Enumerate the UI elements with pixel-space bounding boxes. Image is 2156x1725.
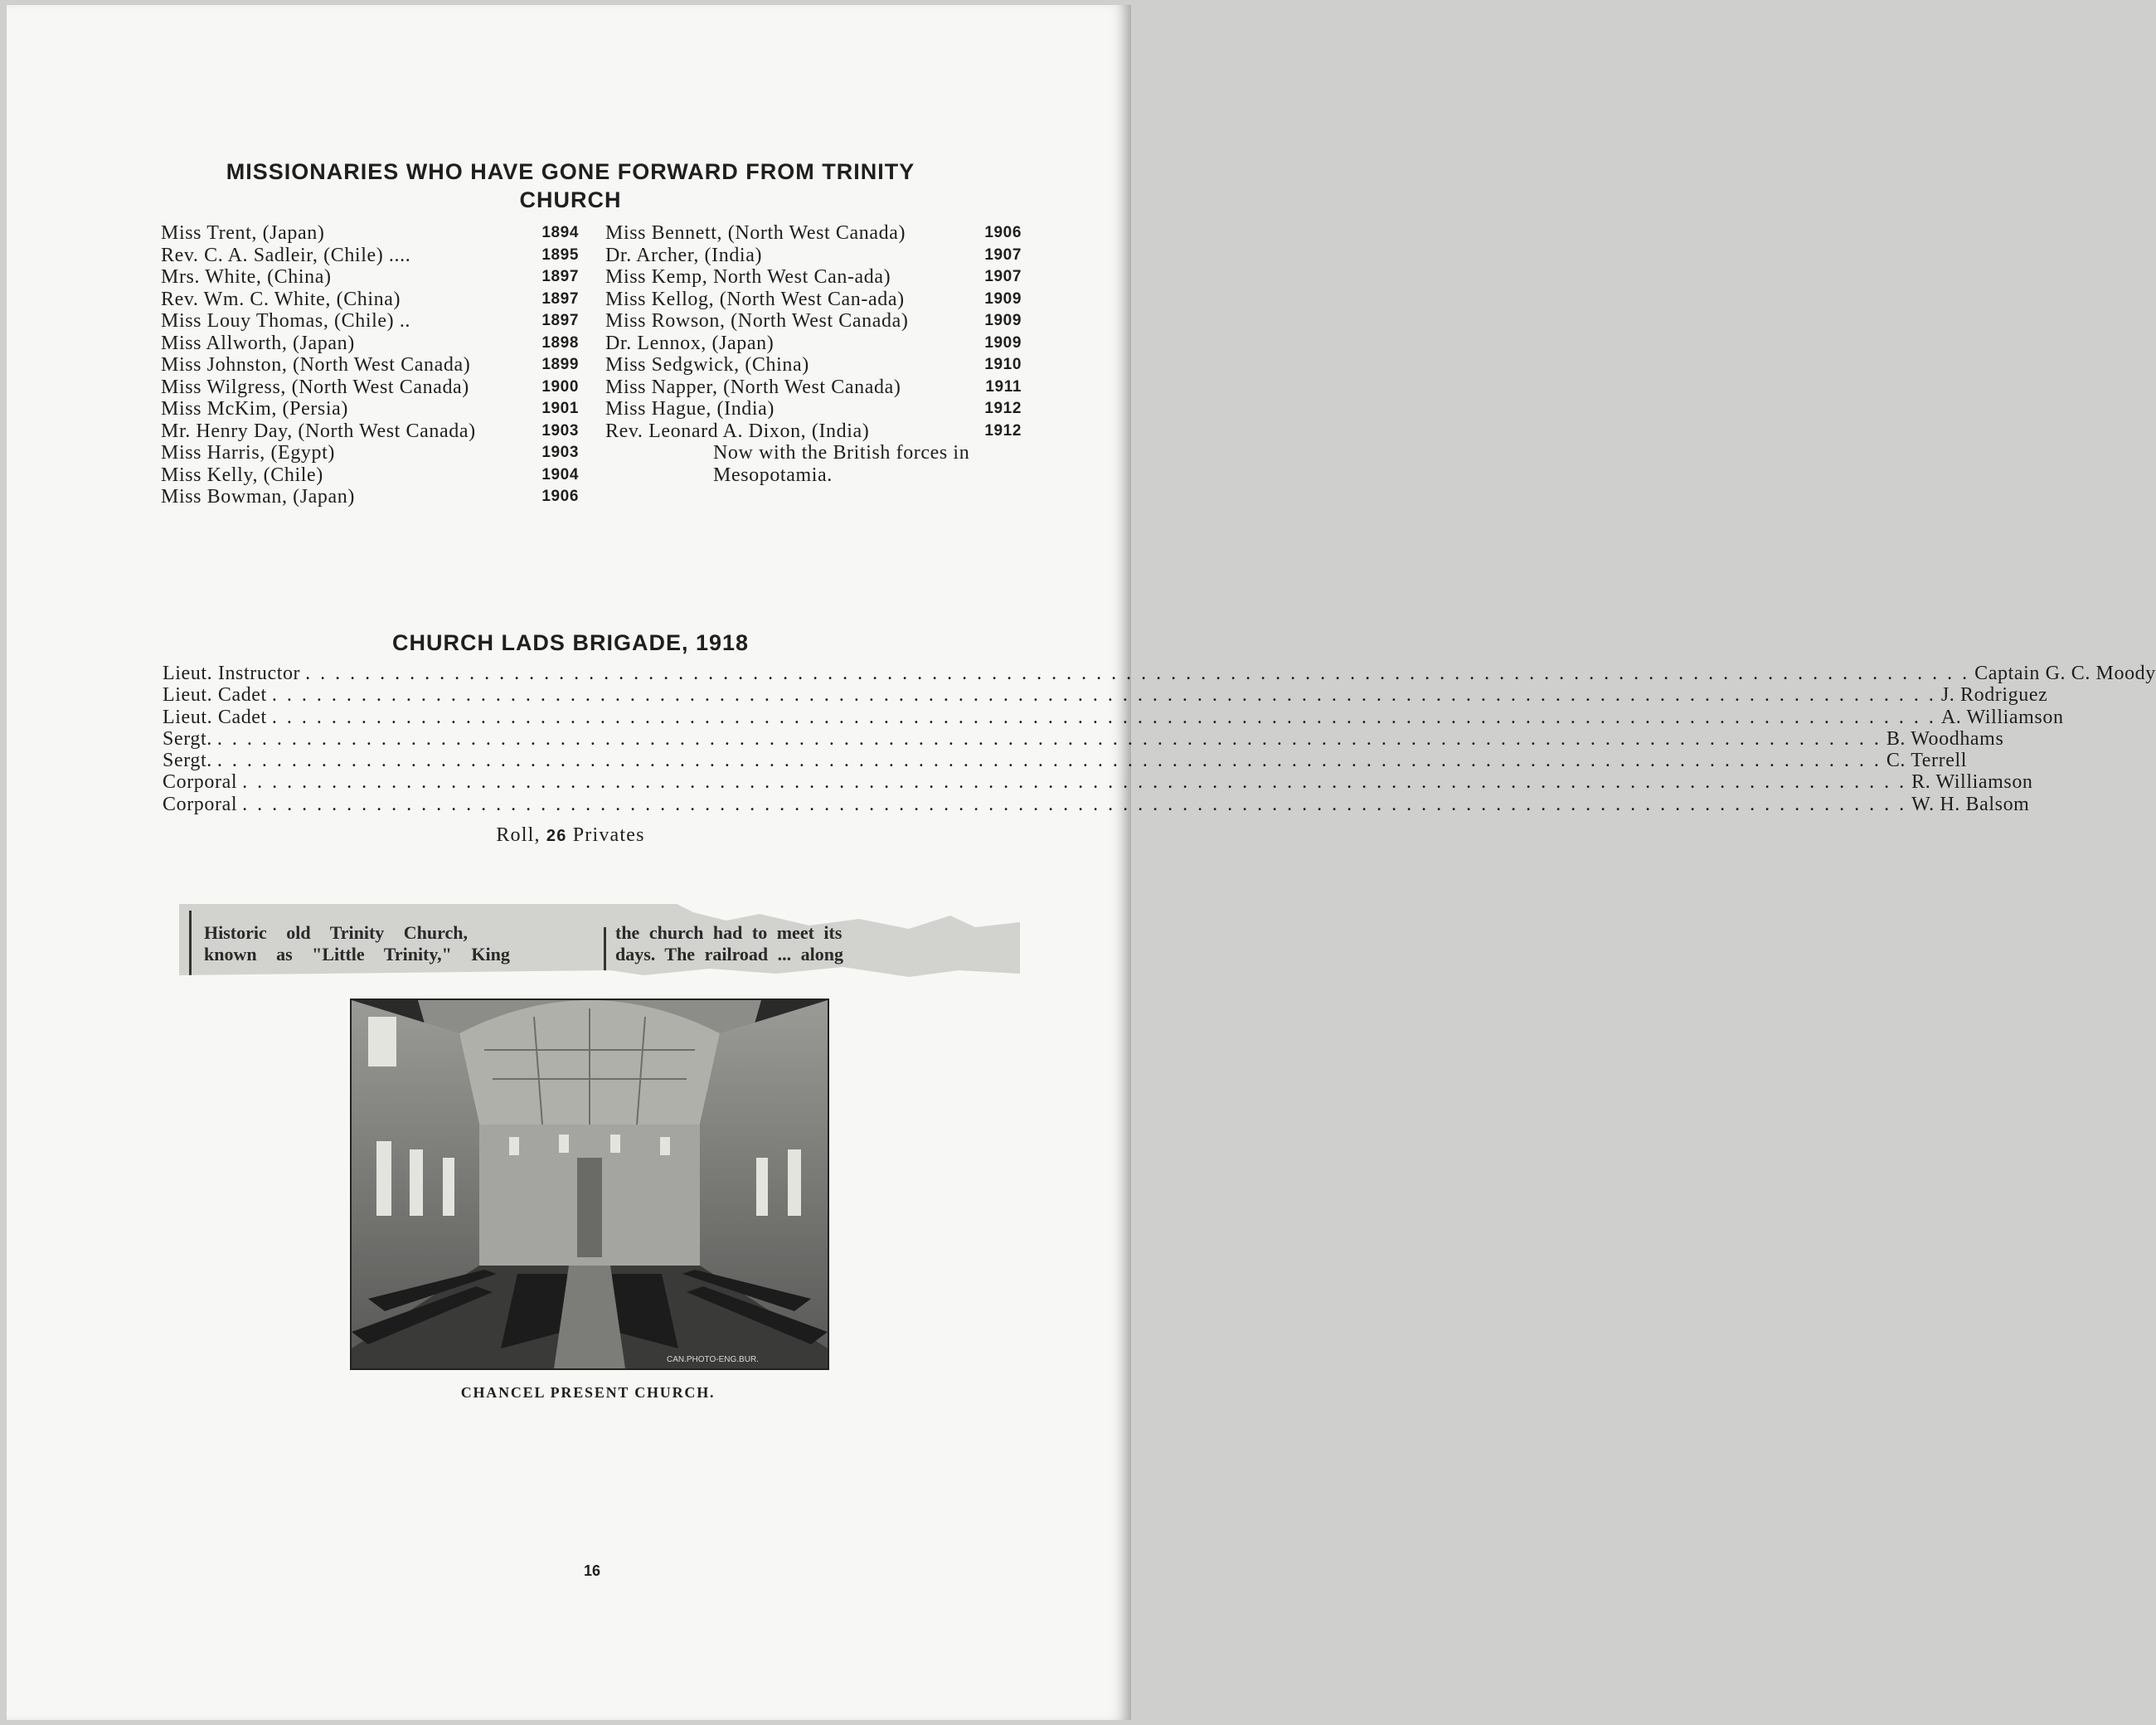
missionary-name: Dr. Archer, (India) <box>605 244 763 266</box>
missionary-year: 1907 <box>984 245 1022 264</box>
brigade-member-name: B. Woodhams <box>1886 727 2004 750</box>
missionary-name: Miss McKim, (Persia) <box>161 398 348 420</box>
brigade-row <box>163 793 2030 815</box>
missionaries-heading <box>156 158 985 214</box>
brigade-member-name: J. Rodriguez <box>1940 684 2048 707</box>
torn-edge-overlay <box>179 904 1020 980</box>
missionary-name: Miss Wilgress, (North West Canada) <box>161 376 469 398</box>
missionary-entry <box>161 377 579 399</box>
chancel-illustration <box>352 1000 828 1368</box>
missionary-year: 1895 <box>541 245 579 264</box>
missionary-name: Dr. Lennox, (Japan) <box>605 332 775 354</box>
missionary-year: 1903 <box>541 421 579 440</box>
brigade-member-name: R. Williamson <box>1911 771 2033 794</box>
missionary-entry <box>605 266 1022 289</box>
missionary-entry <box>161 442 579 464</box>
missionary-year: 1910 <box>984 356 1022 373</box>
missionary-entry <box>605 354 1022 377</box>
missionaries-heading-line2: CHURCH <box>519 187 622 212</box>
dot-leader: . . . . . . . . . . . . . . . . . . . . . . . . . . . . . . . . . . . . . . . . . . . . . . . . . . . . . . . . . . . . . . . . . . . . . . . . . . . . . . . . . . . . . . . . . . . . . . . . . . . . . . . . . . . . . . . . <box>216 750 1882 772</box>
missionary-name: Rev. C. A. Sadleir, (Chile) .... <box>161 244 411 266</box>
missionary-name: Miss Harris, (Egypt) <box>161 442 335 464</box>
missionary-year: 1900 <box>541 377 579 396</box>
missionary-year: 1897 <box>541 289 579 308</box>
brigade-rank: Sergt. <box>163 727 212 750</box>
dot-leader: . . . . . . . . . . . . . . . . . . . . . . . . . . . . . . . . . . . . . . . . . . . . . . . . . . . . . . . . . . . . . . . . . . . . . . . . . . . . . . . . . . . . . . . . . . . . . . . . . . . . . . . . . . . . . . . . <box>242 771 1907 794</box>
brigade-row <box>163 663 2156 684</box>
missionary-year: 1911 <box>985 377 1022 396</box>
missionary-entry <box>161 310 579 333</box>
dot-leader: . . . . . . . . . . . . . . . . . . . . . . . . . . . . . . . . . . . . . . . . . . . . . . . . . . . . . . . . . . . . . . . . . . . . . . . . . . . . . . . . . . . . . . . . . . . . . . . . . . . . . . . . . . . . . . . . <box>271 706 1936 728</box>
dot-leader: . . . . . . . . . . . . . . . . . . . . . . . . . . . . . . . . . . . . . . . . . . . . . . . . . . . . . . . . . . . . . . . . . . . . . . . . . . . . . . . . . . . . . . . . . . . . . . . . . . . . . . . . . . . . . . . . <box>242 793 1907 815</box>
missionary-name: Miss Rowson, (North West Canada) <box>605 310 909 332</box>
missionary-name: Mr. Henry Day, (North West Canada) <box>161 420 476 442</box>
missionaries-heading-line1: MISSIONARIES WHO HAVE GONE FORWARD FROM TRINITY <box>226 159 915 184</box>
missionary-name: Miss Bowman, (Japan) <box>161 486 355 508</box>
missionary-name: Miss Kelly, (Chile) <box>161 464 323 486</box>
document-page <box>7 5 2156 1720</box>
roll-prefix: Roll, <box>496 824 541 846</box>
brigade-row <box>163 706 2064 728</box>
clipping-line1-right: the church had to meet its <box>615 922 842 943</box>
missionary-year: 1894 <box>541 224 579 241</box>
photo-caption: CHANCEL PRESENT CHURCH. <box>460 1384 716 1401</box>
missionary-entry <box>161 289 579 311</box>
missionary-entry <box>605 398 1022 420</box>
missionaries-left-column <box>161 222 579 508</box>
missionary-entry <box>605 245 1022 267</box>
missionary-entry <box>161 333 579 355</box>
brigade-heading: CHURCH LADS BRIGADE, 1918 <box>391 630 750 655</box>
brigade-roster <box>163 663 2156 815</box>
missionary-year: 1907 <box>984 268 1022 285</box>
missionary-year: 1903 <box>541 444 579 461</box>
missionary-year: 1906 <box>984 224 1022 241</box>
missionary-name: Miss Napper, (North West Canada) <box>605 376 901 398</box>
dot-leader: . . . . . . . . . . . . . . . . . . . . . . . . . . . . . . . . . . . . . . . . . . . . . . . . . . . . . . . . . . . . . . . . . . . . . . . . . . . . . . . . . . . . . . . . . . . . . . . . . . . . . . . . . . . . . . . . <box>305 663 1970 684</box>
brigade-rank: Corporal <box>163 793 238 815</box>
brigade-row <box>163 727 2004 750</box>
brigade-rank: Lieut. Instructor <box>163 663 301 684</box>
brigade-member-name: W. H. Balsom <box>1911 793 2030 815</box>
missionary-name: Miss Kemp, North West Can-ada) <box>605 266 891 288</box>
missionary-year: 1906 <box>541 488 579 505</box>
missionary-name: Rev. Leonard A. Dixon, (India) <box>605 420 870 442</box>
missionary-year: 1912 <box>984 421 1022 440</box>
missionary-entry <box>605 377 1022 399</box>
missionary-year: 1904 <box>541 465 579 483</box>
missionary-entry <box>161 245 579 267</box>
photo-credit: CAN.PHOTO-ENG.BUR. <box>667 1355 759 1364</box>
missionary-year: 1909 <box>984 333 1022 352</box>
missionary-entry <box>161 266 579 289</box>
missionary-year: 1897 <box>541 312 579 329</box>
missionary-name: Miss Kellog, (North West Can-ada) <box>605 288 905 310</box>
missionary-entry <box>161 420 579 443</box>
missionary-entry <box>605 222 1022 245</box>
missionary-entry <box>161 222 579 245</box>
missionary-entry <box>161 398 579 420</box>
brigade-rank: Lieut. Cadet <box>163 706 267 728</box>
roll-suffix: Privates <box>572 824 645 846</box>
missionary-entry <box>605 333 1022 355</box>
missionary-year: 1901 <box>541 400 579 417</box>
missionary-entry <box>605 420 1022 443</box>
missionary-year: 1912 <box>984 400 1022 417</box>
brigade-rank: Corporal <box>163 771 238 794</box>
clipping-line2-left: known as "Little Trinity," King <box>204 944 510 965</box>
clipping-line2-right: days. The railroad ... along <box>615 944 844 965</box>
missionaries-right-column <box>605 222 1022 486</box>
missionary-name: Miss Louy Thomas, (Chile) .. <box>161 310 411 332</box>
missionary-name: Miss Trent, (Japan) <box>161 222 325 244</box>
brigade-row <box>163 684 2048 707</box>
missionary-name: Rev. Wm. C. White, (China) <box>161 288 401 310</box>
brigade-rank: Lieut. Cadet <box>163 684 267 707</box>
missionary-year: 1909 <box>984 289 1022 308</box>
missionary-name: Miss Sedgwick, (China) <box>605 354 809 376</box>
page-number: 16 <box>583 1562 601 1579</box>
missionary-name: Miss Hague, (India) <box>605 398 775 420</box>
brigade-member-name: A. Williamson <box>1940 706 2064 728</box>
missionary-entry <box>161 464 579 487</box>
dot-leader: . . . . . . . . . . . . . . . . . . . . . . . . . . . . . . . . . . . . . . . . . . . . . . . . . . . . . . . . . . . . . . . . . . . . . . . . . . . . . . . . . . . . . . . . . . . . . . . . . . . . . . . . . . . . . . . . <box>271 684 1936 707</box>
missionary-year: 1897 <box>541 268 579 285</box>
missionary-name: Miss Allworth, (Japan) <box>161 332 355 354</box>
missionary-note: Now with the British forces in Mesopotamia. <box>713 442 970 486</box>
clipping-line1-left: Historic old Trinity Church, <box>204 922 469 943</box>
missionary-year: 1909 <box>984 312 1022 329</box>
roll-line <box>156 824 985 847</box>
missionary-entry <box>161 354 579 377</box>
roll-number: 26 <box>546 827 567 845</box>
brigade-rank: Sergt. <box>163 750 212 772</box>
missionary-entry <box>161 486 579 508</box>
missionary-year: 1899 <box>541 356 579 373</box>
brigade-row <box>163 750 1968 772</box>
dot-leader: . . . . . . . . . . . . . . . . . . . . . . . . . . . . . . . . . . . . . . . . . . . . . . . . . . . . . . . . . . . . . . . . . . . . . . . . . . . . . . . . . . . . . . . . . . . . . . . . . . . . . . . . . . . . . . . . <box>216 727 1882 750</box>
missionary-name: Miss Johnston, (North West Canada) <box>161 354 471 376</box>
missionary-name: Miss Bennett, (North West Canada) <box>605 222 906 244</box>
missionary-entry <box>605 289 1022 311</box>
brigade-member-name: C. Terrell <box>1886 750 1968 772</box>
missionary-name: Mrs. White, (China) <box>161 266 332 288</box>
chancel-photograph <box>350 999 829 1370</box>
missionary-entry <box>605 310 1022 333</box>
newspaper-clipping <box>179 904 1020 980</box>
brigade-member-name: Captain G. C. Moody <box>1974 663 2156 684</box>
brigade-row <box>163 771 2033 794</box>
missionary-year: 1898 <box>541 333 579 352</box>
